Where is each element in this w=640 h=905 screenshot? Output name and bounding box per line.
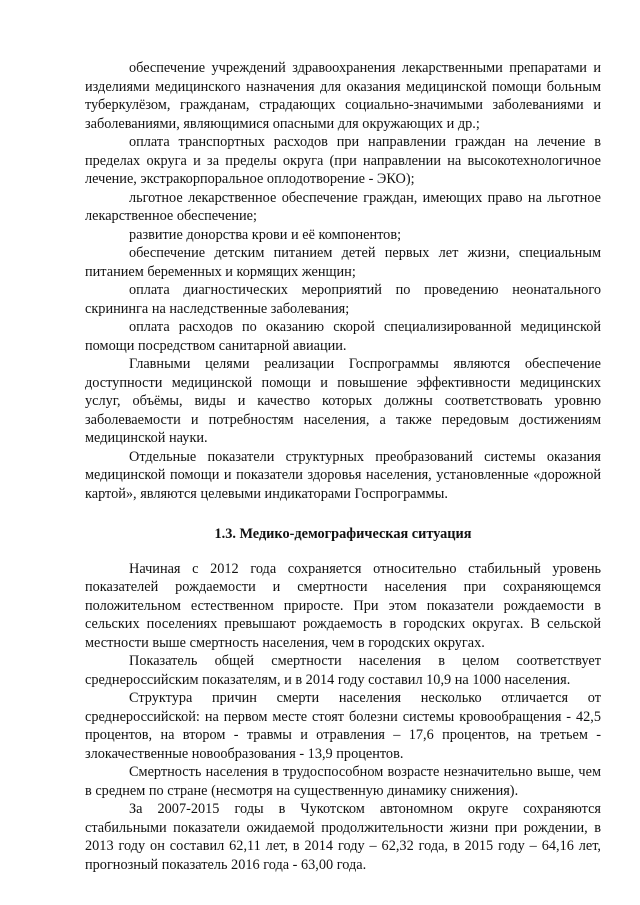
paragraph-program-goals: Главными целями реализации Госпрограммы являются обеспечение доступности медицинской помощи и повышение эффективности медицинских услуг, объёмы, виды и качество которых должны соответствовать уровню заболеваемости и потребностям населения, а также передовым достижениям медицинской науки. [85, 356, 601, 446]
list-item-air-ambulance: оплата расходов по оказанию скорой специализированной медицинской помощи посредством санитарной авиации. [85, 319, 601, 354]
section-heading: 1.3. Медико-демографическая ситуация [214, 526, 472, 542]
paragraph-birth-death-rates: Начиная с 2012 года сохраняется относительно стабильный уровень показателей рождаемости и смертности населения при сохраняющемся положительном естественном приросте. При этом показатели рождаемости в сельских поселениях превышают рождаемость в городских округах. В сельской местности выше смертность населения, чем в городских округах. [85, 560, 601, 651]
paragraph-target-indicators: Отдельные показатели структурных преобразований системы оказания медицинской помощи и показатели здоровья населения, установленные «дорожной картой», являются целевыми индикаторами Госпрограммы. [85, 448, 601, 502]
document-page [85, 59, 601, 874]
paragraph-mortality-rate: Показатель общей смертности населения в целом соответствует среднероссийским показателям, и в 2014 году составил 10,9 на 1000 населения. [85, 653, 601, 688]
list-item-blood-donation: развитие донорства крови и её компонентов; [129, 226, 402, 243]
list-item-child-nutrition: обеспечение детским питанием детей первых лет жизни, специальным питанием беременных и кормящих женщин; [85, 245, 601, 280]
paragraph-working-age-mortality: Смертность населения в трудоспособном возрасте незначительно выше, чем в среднем по стране (несмотря на существенную динамику снижения). [85, 764, 601, 799]
demographics-section [85, 560, 601, 875]
paragraph-life-expectancy: За 2007-2015 годы в Чукотском автономном округе сохраняются стабильными показатели ожидаемой продолжительности жизни при рождении, в 2013 году он составил 62,11 лет, в 2014 году – 62,32 года, в 2015 году – 64,16 лет, прогнозный показатель 2016 года - 63,00 года. [85, 801, 601, 873]
list-item-medicines: обеспечение учреждений здравоохранения лекарственными препаратами и изделиями медицинского назначения для оказания медицинской помощи больным туберкулёзом, гражданам, страдающих социально-значимыми заболеваниями и заболеваниями, являющимися опасными для окружающих и др.; [85, 60, 601, 132]
task-list [85, 59, 601, 503]
list-item-preferential-drugs: льготное лекарственное обеспечение граждан, имеющих право на льготное лекарственное обеспечение; [85, 189, 601, 224]
list-item-neonatal-screening: оплата диагностических мероприятий по проведению неонатального скрининга на наследственные заболевания; [85, 282, 601, 317]
list-item-transport-costs: оплата транспортных расходов при направлении граждан на лечение в пределах округа и за пределы округа (при направлении на высокотехнологичное лечение, экстракорпоральное оплодотворение - ЭКО); [85, 134, 601, 187]
paragraph-death-causes: Структура причин смерти населения несколько отличается от среднероссийской: на первом месте стоят болезни системы кровообращения - 42,5 процентов, на втором - травмы и отравления – 17,6 процентов, на третьем - злокачественные новообразования - 13,9 процентов. [85, 690, 601, 762]
